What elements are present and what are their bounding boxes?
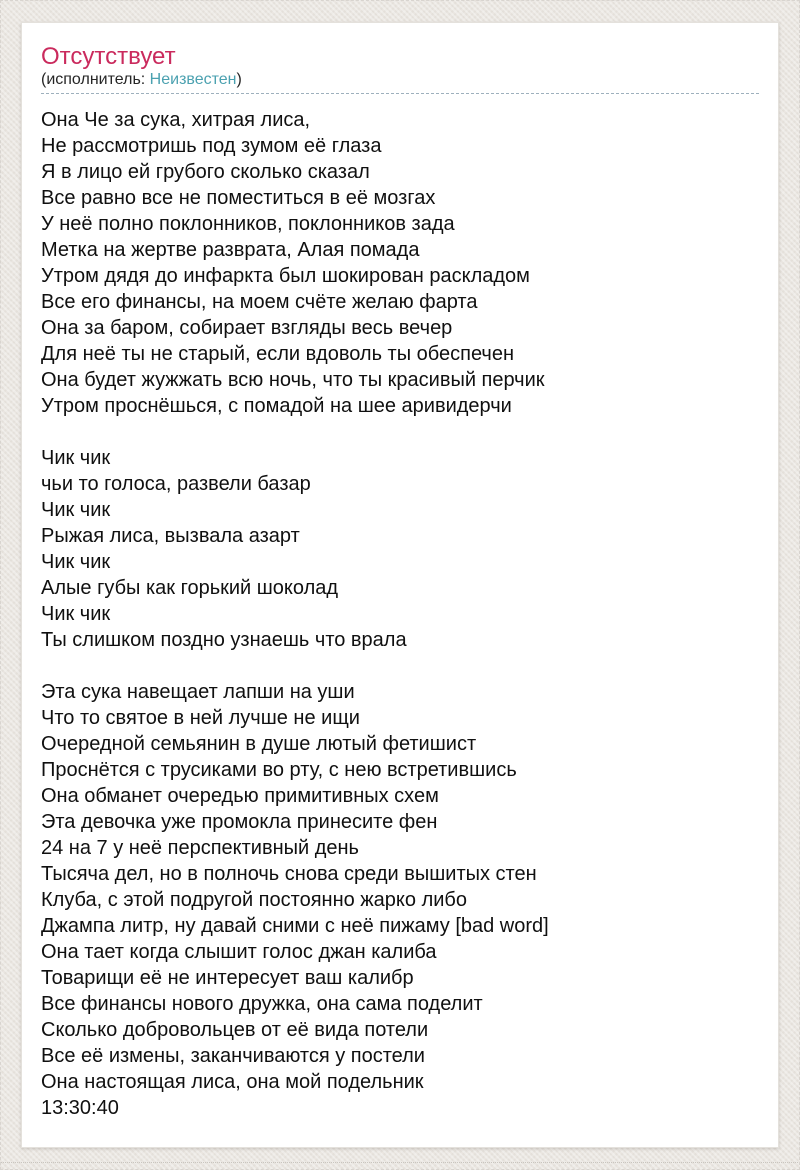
- lyrics-line: Я в лицо ей грубого сколько сказал: [41, 161, 370, 183]
- lyrics-line: [41, 419, 759, 445]
- lyrics-line: Она Че за сука, хитрая лиса,: [41, 109, 311, 131]
- lyrics-line: Все её измены, заканчиваются у постели: [41, 1045, 425, 1067]
- lyrics-line: Клуба, с этой подругой постоянно жарко либо: [41, 889, 467, 911]
- lyrics-line: Утром проснёшься, с помадой на шее аривидерчи: [41, 395, 512, 417]
- lyrics-line: Утром дядя до инфаркта был шокирован раскладом: [41, 265, 530, 287]
- lyrics-line: Сколько добровольцев от её вида потели: [41, 1019, 429, 1041]
- lyrics-line: Она обманет очередью примитивных схем: [41, 785, 439, 807]
- lyrics-line: Тысяча дел, но в полночь снова среди вышитых стен: [41, 863, 537, 885]
- lyrics-line: Она за баром, собирает взгляды весь вечер: [41, 317, 453, 339]
- lyrics-line: Все финансы нового дружка, она сама поделит: [41, 993, 483, 1015]
- lyrics-line: Рыжая лиса, вызвала азарт: [41, 525, 300, 547]
- lyrics-line: Она настоящая лиса, она мой подельник: [41, 1071, 424, 1093]
- lyrics-line: Чик чик: [41, 551, 111, 573]
- lyrics-card: [21, 22, 779, 1148]
- lyrics-line: У неё полно поклонников, поклонников зада: [41, 213, 455, 235]
- lyrics-line: Очередной семьянин в душе лютый фетишист: [41, 733, 477, 755]
- lyrics-line: Алые губы как горький шоколад: [41, 577, 339, 599]
- lyrics-line: Она тает когда слышит голос джан калиба: [41, 941, 437, 963]
- lyrics-line: Все равно все не поместиться в её мозгах: [41, 187, 436, 209]
- artist-prefix: (исполнитель:: [41, 71, 150, 88]
- lyrics-line: Чик чик: [41, 499, 111, 521]
- bottom-divider: [0, 1162, 800, 1163]
- lyrics-line: Все его финансы, на моем счёте желаю фарта: [41, 291, 478, 313]
- song-title: Отсутствует: [41, 43, 176, 70]
- lyrics-line: Проснётся с трусиками во рту, с нею встретившись: [41, 759, 517, 781]
- lyrics-line: 24 на 7 у неё перспективный день: [41, 837, 359, 859]
- lyrics-line: Эта девочка уже промокла принесите фен: [41, 811, 438, 833]
- lyrics-line: Она будет жужжать всю ночь, что ты красивый перчик: [41, 369, 545, 391]
- lyrics-line: Для неё ты не старый, если вдоволь ты обеспечен: [41, 343, 514, 365]
- lyrics-line: Чик чик: [41, 447, 111, 469]
- lyrics-line: Чик чик: [41, 603, 111, 625]
- lyrics-text: [41, 107, 759, 1095]
- artist-line: [41, 71, 759, 94]
- lyrics-line: Эта сука навещает лапши на уши: [41, 681, 355, 703]
- lyrics-line: Метка на жертве разврата, Алая помада: [41, 239, 420, 261]
- artist-link[interactable]: Неизвестен: [149, 71, 237, 88]
- lyrics-line: Не рассмотришь под зумом её глаза: [41, 135, 382, 157]
- lyrics-line: Джампа литр, ну давай сними с неё пижаму [bad word]: [41, 915, 549, 937]
- lyrics-line: Товарищи её не интересует ваш калибр: [41, 967, 414, 989]
- lyrics-line: [41, 653, 759, 679]
- lyrics-line: Ты слишком поздно узнаешь что врала: [41, 629, 407, 651]
- artist-suffix: ): [236, 71, 242, 88]
- lyrics-line: Что то святое в ней лучше не ищи: [41, 707, 360, 729]
- lyrics-line: чьи то голоса, развели базар: [41, 473, 311, 495]
- timestamp: 13:30:40: [41, 1097, 119, 1119]
